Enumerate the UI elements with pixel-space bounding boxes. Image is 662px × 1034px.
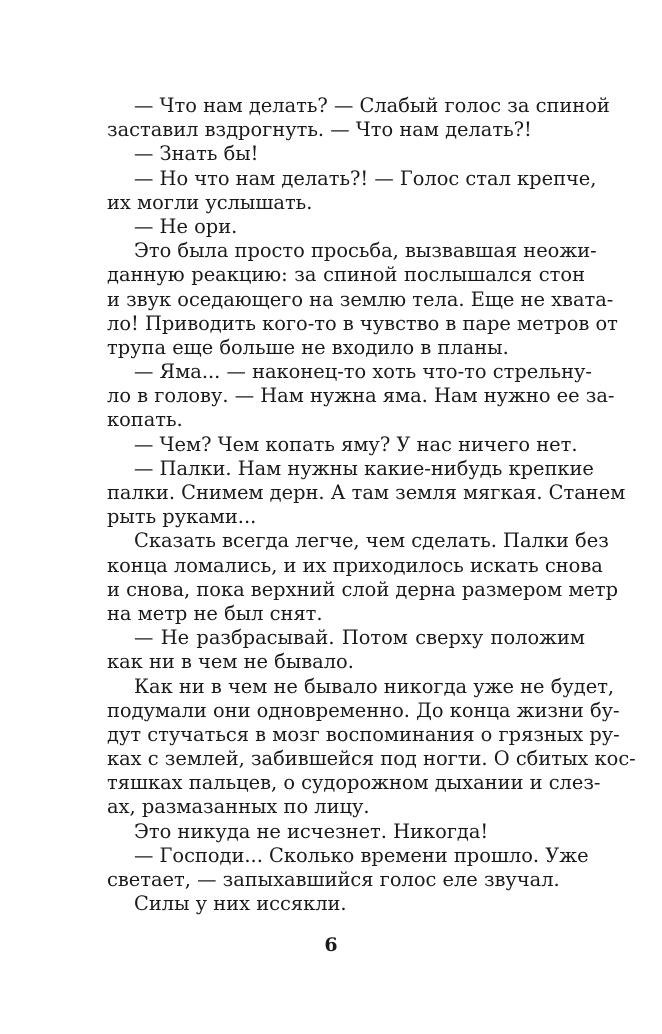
text-line: Это была просто просьба, вызвавшая неожи- <box>134 239 597 263</box>
text-line: подумали они одновременно. До конца жизни бу- <box>107 698 620 722</box>
text-line: ло в голову. — Нам нужна яма. Нам нужно ее за- <box>107 384 615 408</box>
text-line: Как ни в чем не бывало никогда уже не будет, <box>134 674 615 698</box>
page-number: 6 <box>324 934 338 956</box>
text-line: как ни в чем не бывало. <box>107 650 354 674</box>
text-line: — Что нам делать? — Слабый голос за спиной <box>134 94 610 117</box>
text-line: рыть руками... <box>107 505 257 529</box>
text-line: копать. <box>107 408 183 432</box>
text-line: — Но что нам делать?! — Голос стал крепче, <box>134 166 597 190</box>
text-line: — Яма... — наконец-то хоть что-то стрельну- <box>134 360 592 384</box>
text-line: на метр не был снят. <box>107 601 323 625</box>
text-line: тяшках пальцев, о судорожном дыхании и слез- <box>107 771 601 795</box>
text-line: — Знать бы! <box>134 142 259 166</box>
text-line: светает, — запыхавшийся голос еле звучал. <box>107 868 560 891</box>
text-line: и снова, пока верхний слой дерна размером метр <box>107 577 619 601</box>
text-line: конца ломались, и их приходилось искать снова <box>107 553 603 577</box>
text-line: Это никуда не исчезнет. Никогда! <box>134 819 489 843</box>
text-line: ло! Приводить кого-то в чувство в паре метров от <box>107 311 618 335</box>
text-line: — Палки. Нам нужны какие-нибудь крепкие <box>134 456 594 480</box>
text-line: и звук оседающего на землю тела. Еще не хвата- <box>107 287 614 311</box>
text-line: заставил вздрогнуть. — Что нам делать?! <box>107 118 532 142</box>
text-line: Сказать всегда легче, чем сделать. Палки без <box>134 529 609 553</box>
text-line: Силы у них иссякли. <box>134 892 347 916</box>
text-line: данную реакцию: за спиной послышался стон <box>107 263 585 287</box>
text-line: — Не ори. <box>134 214 238 238</box>
text-line: — Чем? Чем копать яму? У нас ничего нет. <box>134 432 578 456</box>
text-line: дут стучаться в мозг воспоминания о грязных ру- <box>107 722 620 746</box>
text-line: палки. Снимем дерн. А там земля мягкая. Станем <box>107 481 626 504</box>
body-text <box>107 94 636 916</box>
text-line: трупа еще больше не входило в планы. <box>107 335 509 359</box>
text-line: ках с землей, забившейся под ногти. О сбитых кос- <box>107 747 636 771</box>
text-line: ах, размазанных по лицу. <box>107 795 370 819</box>
text-line: их могли услышать. <box>107 190 313 214</box>
text-line: — Господи... Сколько времени прошло. Уже <box>134 843 589 867</box>
text-line: — Не разбрасывай. Потом сверху положим <box>134 626 585 650</box>
